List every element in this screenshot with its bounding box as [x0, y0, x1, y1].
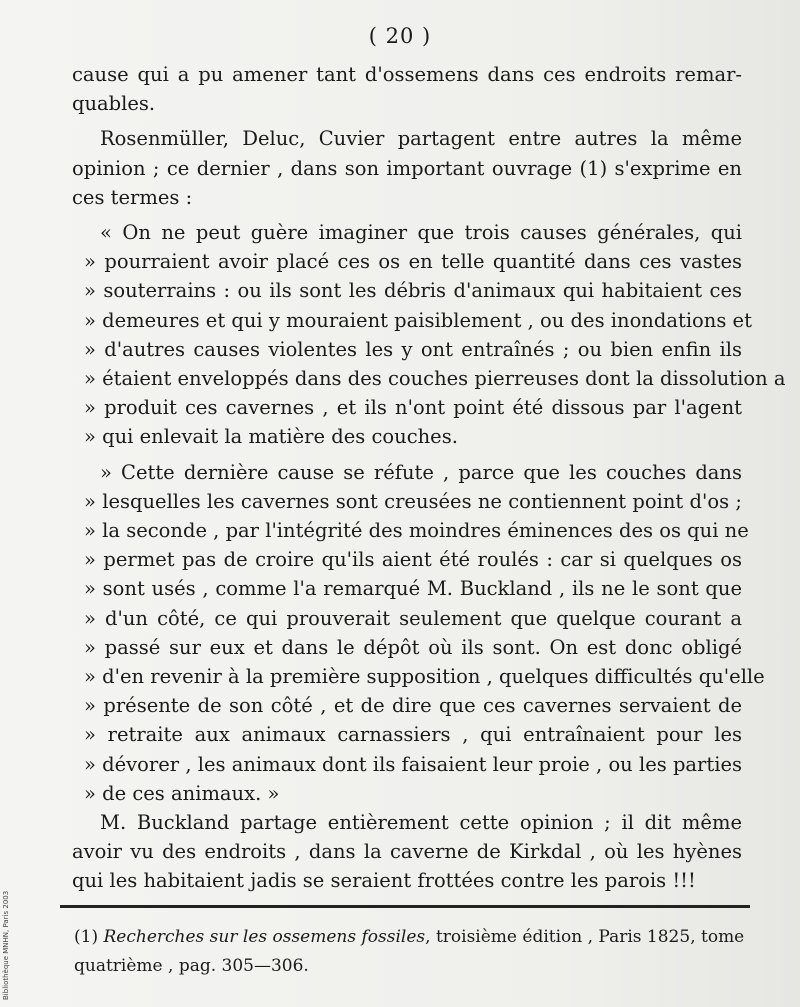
text-line: opinion ; ce dernier , dans son important ouvrage (1) s'exprime en: [72, 156, 742, 180]
text-line: ces termes :: [72, 185, 193, 209]
text-line: qui les habitaient jadis se seraient frottées contre les parois !!!: [72, 869, 696, 893]
text-line: » Cette dernière cause se réfute , parce que les couches dans: [100, 460, 742, 484]
text-line: » d'un côté, ce qui prouverait seulement que quelque courant a: [84, 606, 742, 630]
text-line: » présente de son côté , et de dire que ces cavernes servaient de: [84, 694, 742, 718]
footnote-line: quatrième , pag. 305—306.: [74, 956, 309, 976]
text-line: » demeures et qui y mouraient paisiblement , ou des inondations et: [84, 308, 752, 332]
text-line: » pourraient avoir placé ces os en telle quantité dans ces vastes: [84, 250, 742, 274]
text-line: Rosenmüller, Deluc, Cuvier partagent entre autres la même: [100, 127, 742, 151]
text-line: » qui enlevait la matière des couches.: [84, 425, 458, 449]
text-line: » passé sur eux et dans le dépôt où ils sont. On est donc obligé: [84, 635, 742, 659]
text-line: » de ces animaux. »: [84, 781, 280, 805]
text-line: » retraite aux animaux carnassiers , qui entraînaient pour les: [84, 723, 742, 747]
text-line: M. Buckland partage entièrement cette opinion ; il dit même: [100, 811, 742, 835]
footnote-marker: (1): [74, 927, 99, 947]
text-line: » la seconde , par l'intégrité des moindres éminences des os qui ne: [84, 519, 749, 543]
library-stamp: Bibliothèque MNHN, Paris 2003: [2, 890, 10, 1000]
text-line: » permet pas de croire qu'ils aient été roulés : car si quelques os: [84, 548, 742, 572]
text-line: » sont usés , comme l'a remarqué M. Buckland , ils ne le sont que: [84, 577, 742, 601]
text-line: « On ne peut guère imaginer que trois causes générales, qui: [100, 221, 742, 245]
text-line: » d'en revenir à la première supposition , quelques difficultés qu'elle: [84, 665, 765, 689]
text-line: » souterrains : ou ils sont les débris d'animaux qui habitaient ces: [84, 279, 742, 303]
body-text: [72, 60, 786, 896]
text-line: » étaient enveloppés dans des couches pierreuses dont la dissolution a: [84, 367, 786, 391]
text-line: » lesquelles les cavernes sont creusées ne contiennent point d'os ;: [84, 489, 742, 513]
text-line: quables.: [72, 92, 156, 116]
footnote: [74, 923, 745, 981]
footnote-rule: [60, 905, 750, 908]
text-line: cause qui a pu amener tant d'ossemens dans ces endroits remar-: [72, 63, 742, 86]
footnote-line: [74, 923, 745, 952]
text-line: » d'autres causes violentes les y ont entraînés ; ou bien enfin ils: [84, 337, 742, 361]
page-number: ( 20 ): [368, 24, 432, 48]
text-line: » dévorer , les animaux dont ils faisaient leur proie , ou les parties: [84, 752, 742, 776]
text-line: » produit ces cavernes , et ils n'ont point été dissous par l'agent: [84, 396, 742, 420]
footnote-title: Recherches sur les ossemens fossiles: [103, 927, 426, 947]
footnote-details: , troisième édition , Paris 1825, tome: [425, 927, 745, 947]
text-line: avoir vu des endroits , dans la caverne de Kirkdal , où les hyènes: [72, 840, 742, 864]
